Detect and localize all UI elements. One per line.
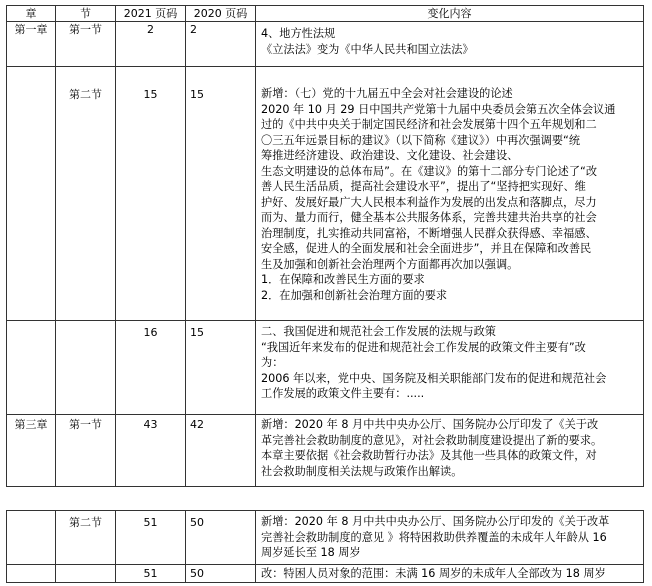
change-line: 2020 年 10 月 29 日中国共产党第十九届中央委员会第五次全体会议通	[261, 102, 616, 116]
changes-table-continued	[6, 510, 644, 583]
change-line: 生态文明建设的总体布局”。在《建议》的第十二部分专门论述了“改	[261, 164, 598, 178]
change-line: 二、我国促进和规范社会工作发展的法规与政策	[261, 325, 496, 338]
table-row	[7, 415, 644, 487]
change-line: 善人民生活品质，提高社会建设水平”，提出了“坚持把实现好、维	[261, 180, 586, 193]
chapter-cell: 第三章	[7, 415, 56, 487]
change-line: 〇三五年远景目标的建议》（以下简称《建议》）中再次强调要“统	[261, 133, 581, 147]
change-line: 治理制度，扎实推动共同富裕，不断增强人民群众获得感、幸福感、	[261, 226, 597, 240]
change-line: 新增：（七）党的十九届五中全会对社会建设的论述	[261, 87, 513, 100]
chapter-cell: 第一章	[7, 22, 56, 67]
header-page-2020: 2020 页码	[186, 6, 256, 22]
header-row	[7, 6, 644, 22]
change-content	[256, 22, 644, 67]
page-2021-cell: 51	[116, 565, 186, 583]
change-content	[256, 565, 644, 583]
table-row	[7, 67, 644, 321]
change-content	[256, 321, 644, 415]
table-row	[7, 321, 644, 415]
change-line: 筹推进经济建设、政治建设、文化建设、社会建设、	[261, 149, 519, 162]
change-line: 生及加强和创新社会治理两个方面都再次加以强调。	[261, 257, 519, 271]
change-line: 完善社会救助制度的意见 》将特困救助供养覆盖的未成年人年龄从 16	[261, 530, 607, 544]
header-chapter: 章	[7, 6, 56, 22]
change-line: 为：	[261, 356, 284, 369]
page-2020-cell: 15	[186, 321, 256, 415]
change-line: 安全感，促进人的全面发展和社会全面进步”，并且在保障和改善民	[261, 242, 592, 255]
page-2021-cell: 16	[116, 321, 186, 415]
section-cell: 第一节	[56, 22, 116, 67]
change-line: 《立法法》变为《中华人民共和国立法法》	[261, 42, 474, 56]
change-line: 而为、量力而行，健全基本公共服务体系，完善共建共治共享的社会	[261, 211, 597, 224]
change-line: 2006 年以来，党中央、国务院及相关职能部门发布的促进和规范社会	[261, 371, 607, 385]
change-content	[256, 511, 644, 565]
page-2021-cell: 51	[116, 511, 186, 565]
page-2021-cell: 2	[116, 22, 186, 67]
page-2020-cell: 50	[186, 565, 256, 583]
change-line: 社会救助制度相关法规与政策作出解读。	[261, 464, 463, 478]
section-cell	[56, 321, 116, 415]
chapter-cell	[7, 321, 56, 415]
header-section: 节	[56, 6, 116, 22]
table-row	[7, 565, 644, 583]
change-line: 改：特困人员对象的范围：未满 16 周岁的未成年人全部改为 18 周岁	[261, 567, 606, 580]
page-2020-cell: 15	[186, 67, 256, 321]
change-content	[256, 67, 644, 321]
change-line: 护好、发展好最广大人民根本利益作为发展的出发点和落脚点，尽力	[261, 195, 597, 209]
change-line: 1．在保障和改善民生方面的要求	[261, 273, 425, 286]
page-2021-cell: 43	[116, 415, 186, 487]
chapter-cell	[7, 511, 56, 565]
change-line: 周岁延长至 18 周岁	[261, 546, 361, 559]
chapter-cell	[7, 67, 56, 321]
section-cell: 第一节	[56, 415, 116, 487]
change-line: 工作发展的政策文件主要有：.....	[261, 387, 425, 400]
change-line: 2．在加强和创新社会治理方面的要求	[261, 288, 448, 302]
section-cell: 第二节	[56, 511, 116, 565]
change-content	[256, 415, 644, 487]
page-2020-cell: 42	[186, 415, 256, 487]
header-changes: 变化内容	[256, 6, 644, 22]
section-cell: 第二节	[56, 67, 116, 321]
change-line: 新增：2020 年 8 月中共中央办公厅、国务院办公厅印发的《关于改革	[261, 515, 610, 528]
table-row	[7, 22, 644, 67]
header-page-2021: 2021 页码	[116, 6, 186, 22]
change-line: 4、地方性法规	[261, 27, 336, 40]
change-line: 本章主要依据《社会救助暂行办法》及其他一些具体的政策文件，对	[261, 449, 597, 462]
change-line: 革完善社会救助制度的意见》，对社会救助制度建设提出了新的要求。	[261, 433, 603, 447]
change-line: “我国近年来发布的促进和规范社会工作发展的政策文件主要有”改	[261, 340, 586, 354]
page-2020-cell: 2	[186, 22, 256, 67]
section-cell	[56, 565, 116, 583]
chapter-cell	[7, 565, 56, 583]
changes-table	[6, 5, 644, 487]
page-2020-cell: 50	[186, 511, 256, 565]
change-line: 新增：2020 年 8 月中共中央办公厅、国务院办公厅印发了《关于改	[261, 418, 599, 431]
table-row	[7, 511, 644, 565]
change-line: 过的《中共中央关于制定国民经济和社会发展第十四个五年规划和二	[261, 118, 597, 131]
page-2021-cell: 15	[116, 67, 186, 321]
